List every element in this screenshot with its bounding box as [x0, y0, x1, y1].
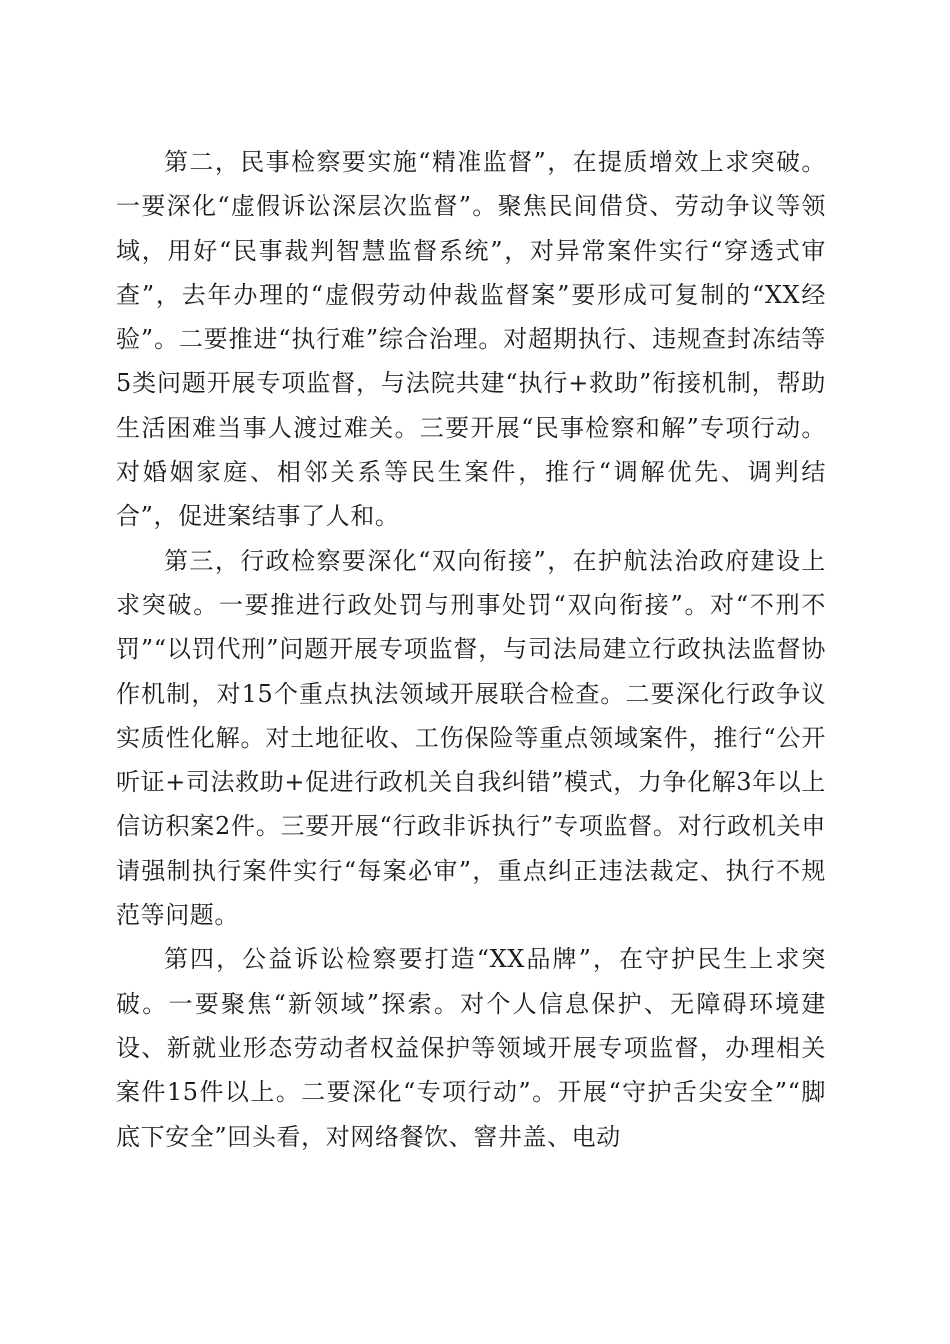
paragraph-civil-procuratorate: 第二，民事检察要实施“精准监督”，在提质增效上求突破。一要深化“虚假诉讼深层次监督”。聚焦民间借贷、劳动争议等领域，用好“民事裁判智慧监督系统”，对异常案件实行“穿透式审查”，去年办理的“虚假劳动仲裁监督案”要形成可复制的“XX经验”。二要推进“执行难”综合治理。对超期执行、违规查封冻结等5类问题开展专项监督，与法院共建“执行+救助”衔接机制，帮助生活困难当事人渡过难关。三要开展“民事检察和解”专项行动。对婚姻家庭、相邻关系等民生案件，推行“调解优先、调判结合”，促进案结事了人和。	[116, 148, 826, 531]
document-body	[116, 140, 826, 1159]
paragraph-administrative-procuratorate: 第三，行政检察要深化“双向衔接”，在护航法治政府建设上求突破。一要推进行政处罚与刑事处罚“双向衔接”。对“不刑不罚”“以罚代刑”问题开展专项监督，与司法局建立行政执法监督协作机制，对15个重点执法领域开展联合检查。二要深化行政争议实质性化解。对土地征收、工伤保险等重点领域案件，推行“公开听证+司法救助+促进行政机关自我纠错”模式，力争化解3年以上信访积案2件。三要开展“行政非诉执行”专项监督。对行政机关申请强制执行案件实行“每案必审”，重点纠正违法裁定、执行不规范等问题。	[116, 546, 826, 930]
paragraph-public-interest-litigation: 第四，公益诉讼检察要打造“XX品牌”，在守护民生上求突破。一要聚焦“新领域”探索。对个人信息保护、无障碍环境建设、新就业形态劳动者权益保护等领域开展专项监督，办理相关案件15件以上。二要深化“专项行动”。开展“守护舌尖安全”“脚底下安全”回头看，对网络餐饮、窨井盖、电动	[116, 945, 826, 1151]
